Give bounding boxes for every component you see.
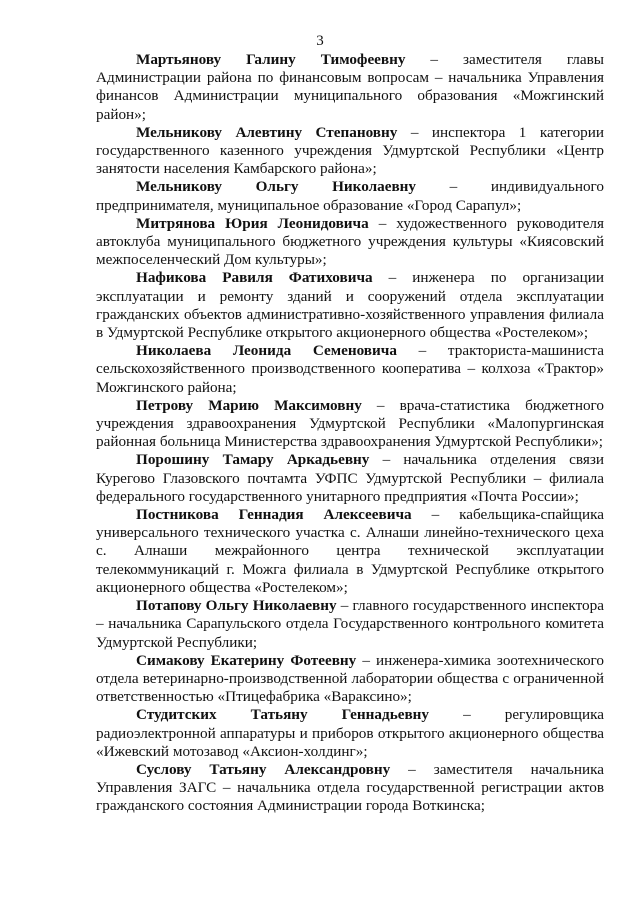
list-item <box>96 761 604 816</box>
person-position: – художественного руководителя автоклуба муниципального бюджетного учреждения культуры «Киясовский межпоселенческий Дом культуры»; <box>96 214 604 269</box>
list-item <box>96 178 604 214</box>
person-position: – заместителя начальника Управления ЗАГС – начальника отдела государственной регистрации актов гражданского состояния Администрации города Воткинска; <box>96 760 604 815</box>
list-item <box>96 706 604 761</box>
person-name: Симакову Екатерину Фотеевну <box>136 651 357 669</box>
person-name: Студитских Татьяну Геннадьевну <box>136 706 430 724</box>
person-position: – инспектора 1 категории государственного казенного учреждения Удмуртской Республики «Центр занятости населения Камбарского района»; <box>96 123 605 178</box>
person-position: – индивидуального предпринимателя, муниципальное образование «Город Сарапул»; <box>96 178 604 214</box>
person-position: – врача-статистика бюджетного учреждения здравоохранения Удмуртской Республики «Малопургинская районная больница Министерства здравоохранения Удмуртской Республики»; <box>96 396 604 451</box>
list-item <box>96 451 604 506</box>
person-name: Мартьянову Галину Тимофеевну <box>136 51 406 68</box>
person-position: – заместителя главы Администрации района по финансовым вопросам – начальника Управления финансов Администрации муниципального образования «Можгинский район»; <box>96 51 604 123</box>
person-name: Мельникову Ольгу Николаевну <box>136 178 417 196</box>
list-item <box>96 124 604 179</box>
person-name: Петрову Марию Максимовну <box>136 396 362 414</box>
list-item <box>96 397 604 452</box>
list-item <box>96 51 604 124</box>
person-name: Мельникову Алевтину Степановну <box>136 123 398 141</box>
person-position: – регулировщика радиоэлектронной аппаратуры и приборов открытого акционерного общества «Ижевский мотозавод «Аксион-холдинг»; <box>96 706 604 760</box>
list-item <box>96 215 604 270</box>
page-number: 3 <box>316 33 324 49</box>
person-position: – начальника отделения связи Курегово Глазовского почтамта УФПС Удмуртской Республики – филиала федерального государственного унитарного предприятия «Почта России»; <box>96 451 604 505</box>
person-name: Потапову Ольгу Николаевну <box>136 597 337 615</box>
person-position: – тракториста-машиниста сельскохозяйственного производственного кооператива – колхоза «Трактор» Можгинского района; <box>96 342 604 396</box>
person-name: Митрянова Юрия Леонидовича <box>136 214 369 232</box>
list-item <box>96 342 604 397</box>
list-item <box>96 652 604 707</box>
person-name: Николаева Леонида Семеновича <box>136 342 397 360</box>
list-item <box>96 269 604 342</box>
person-position: – инженера-химика зоотехнического отдела ветеринарно-производственной лаборатории общества с ограниченной ответственностью «Птицефабрика «Вараксино»; <box>96 651 604 706</box>
person-name: Порошину Тамару Аркадьевну <box>136 451 370 469</box>
person-position: – кабельщика-спайщика универсального технического участка с. Алнаши линейно-технического цеха с. Алнаши межрайонного центра технической эксплуатации телекоммуникаций г. Можга филиала в Удмуртской Республике открытого акционерного общества «Ростелеком»; <box>96 506 604 596</box>
person-name: Нафикова Равиля Фатиховича <box>136 269 373 287</box>
person-position: – главного государственного инспектора – начальника Сарапульского отдела Государственного контрольного комитета Удмуртской Республики; <box>96 597 604 651</box>
person-name: Постникова Геннадия Алексеевича <box>136 506 412 524</box>
person-name: Суслову Татьяну Александровну <box>136 760 391 778</box>
list-item <box>96 597 604 652</box>
person-position: – инженера по организации эксплуатации и ремонту зданий и сооружений отдела эксплуатации гражданских объектов административно-хозяйственного управления филиала в Удмуртской Республике открытого акционерного общества «Ростелеком»; <box>96 269 604 342</box>
list-item <box>96 506 604 597</box>
award-list <box>96 51 604 816</box>
